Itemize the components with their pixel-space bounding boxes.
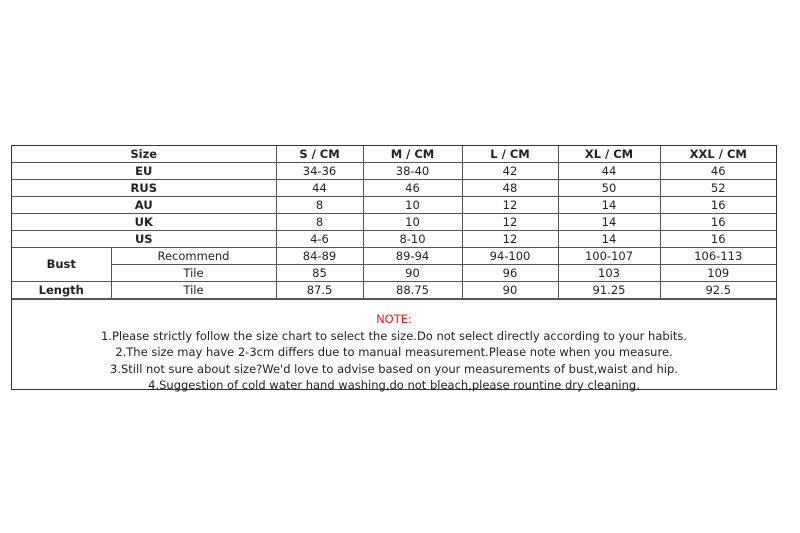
table-cell: 46	[660, 163, 776, 180]
table-row	[12, 248, 776, 265]
table-cell: 38-40	[363, 163, 462, 180]
table-cell: 48	[462, 180, 558, 197]
table-cell: 100-107	[558, 248, 660, 265]
note-line: 3.Still not sure about size?We'd love to advise based on your measurements of bust,waist and hip.	[110, 361, 678, 376]
table-cell: 44	[276, 180, 363, 197]
row-label: UK	[12, 214, 276, 231]
note-line: 1.Please strictly follow the size chart to select the size.Do not select directly according to your habits.	[100, 328, 688, 343]
header-row	[12, 146, 776, 163]
column-header: L / CM	[462, 146, 558, 163]
table-cell: 90	[462, 282, 558, 299]
table-cell: 14	[558, 214, 660, 231]
table-cell: 44	[558, 163, 660, 180]
table-cell: 14	[558, 197, 660, 214]
table-cell: 52	[660, 180, 776, 197]
column-header: XL / CM	[558, 146, 660, 163]
table-row	[12, 163, 776, 180]
table-cell: 12	[462, 197, 558, 214]
table-cell: 42	[462, 163, 558, 180]
notes-section	[12, 299, 776, 392]
table-cell: 16	[660, 231, 776, 248]
table-cell: 8-10	[363, 231, 462, 248]
table-cell: 91.25	[558, 282, 660, 299]
table-row	[12, 231, 776, 248]
sub-label: Tile	[111, 265, 276, 282]
table-row	[12, 282, 776, 299]
table-cell: 34-36	[276, 163, 363, 180]
row-label: AU	[12, 197, 276, 214]
table-cell: 90	[363, 265, 462, 282]
row-label: RUS	[12, 180, 276, 197]
table-cell: 92.5	[660, 282, 776, 299]
note-title: NOTE:	[376, 312, 412, 326]
table-cell: 106-113	[660, 248, 776, 265]
size-header: Size	[12, 146, 276, 163]
table-cell: 14	[558, 231, 660, 248]
table-cell: 8	[276, 197, 363, 214]
table-cell: 12	[462, 231, 558, 248]
column-header: S / CM	[276, 146, 363, 163]
table-cell: 88.75	[363, 282, 462, 299]
table-cell: 89-94	[363, 248, 462, 265]
table-row	[12, 180, 776, 197]
size-chart	[11, 145, 777, 390]
table-cell: 16	[660, 197, 776, 214]
table-cell: 46	[363, 180, 462, 197]
table-cell: 103	[558, 265, 660, 282]
sub-label: Recommend	[111, 248, 276, 265]
table-cell: 50	[558, 180, 660, 197]
table-cell: 12	[462, 214, 558, 231]
table-cell: 84-89	[276, 248, 363, 265]
size-table	[12, 146, 776, 299]
note-line: 4.Suggestion of cold water hand washing,do not bleach,please rountine dry cleaning.	[148, 378, 640, 392]
row-label: US	[12, 231, 276, 248]
table-row	[12, 265, 776, 282]
table-cell: 4-6	[276, 231, 363, 248]
table-cell: 8	[276, 214, 363, 231]
table-cell: 10	[363, 214, 462, 231]
table-cell: 109	[660, 265, 776, 282]
table-row	[12, 197, 776, 214]
table-cell: 87.5	[276, 282, 363, 299]
table-row	[12, 214, 776, 231]
table-cell: 85	[276, 265, 363, 282]
column-header: M / CM	[363, 146, 462, 163]
table-cell: 94-100	[462, 248, 558, 265]
table-cell: 10	[363, 197, 462, 214]
row-label: EU	[12, 163, 276, 180]
length-label: Length	[12, 282, 111, 299]
bust-label: Bust	[12, 248, 111, 282]
column-header: XXL / CM	[660, 146, 776, 163]
note-line: 2.The size may have 2-3cm differs due to manual measurement.Please note when you measure.	[115, 345, 673, 359]
table-cell: 96	[462, 265, 558, 282]
sub-label: Tile	[111, 282, 276, 299]
table-cell: 16	[660, 214, 776, 231]
